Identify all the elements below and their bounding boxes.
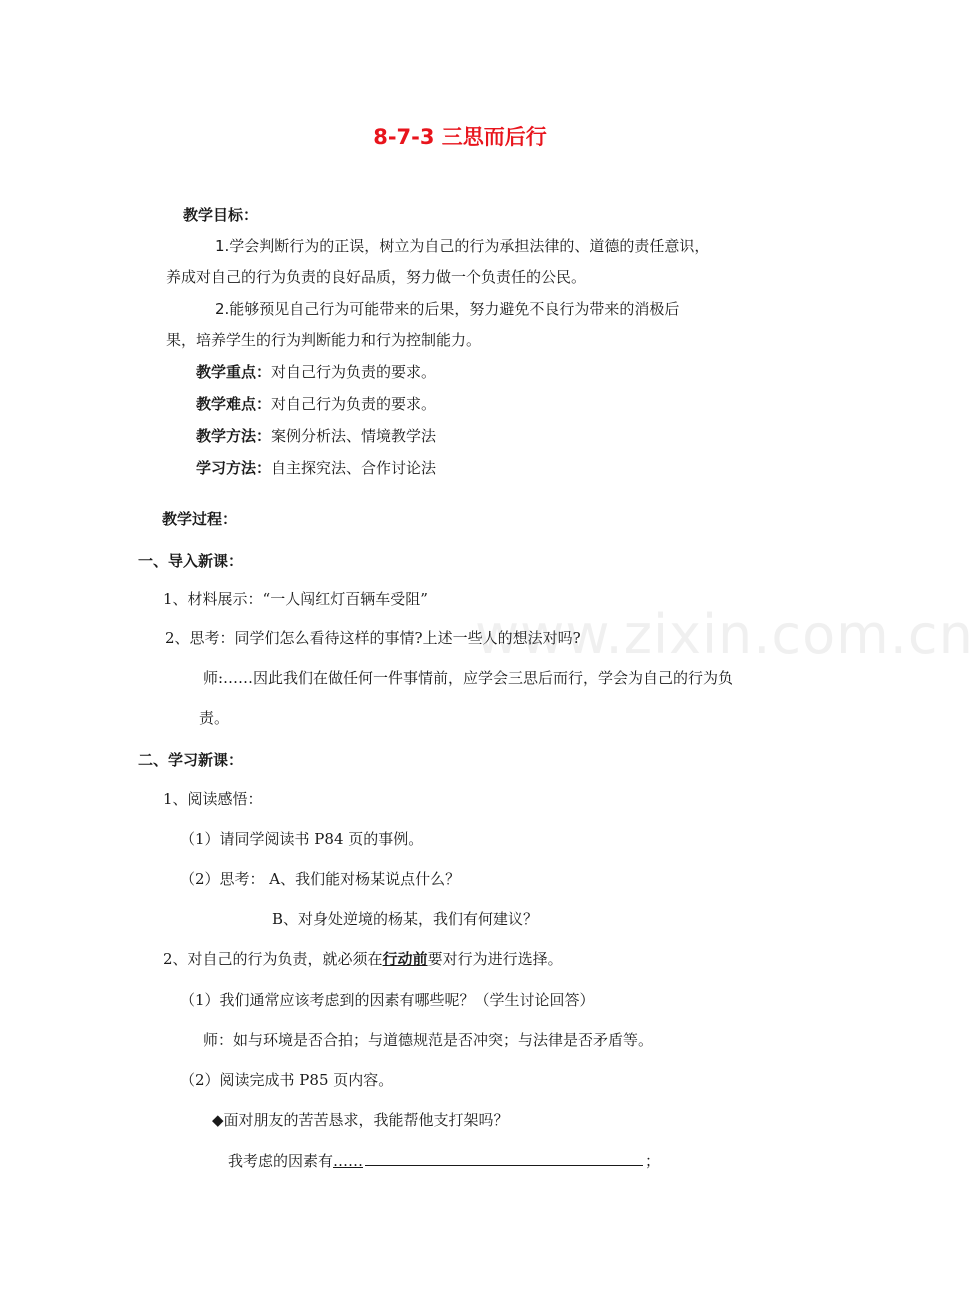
question-2: （2）阅读完成书 P85 页内容。 bbox=[180, 1071, 394, 1089]
section-2-heading: 二、学习新课： bbox=[138, 751, 244, 769]
learning-method bbox=[196, 458, 436, 478]
item-2-pre: 2、对自己的行为负责，就必须在 bbox=[163, 950, 383, 968]
question-1-teacher: 师：如与环境是否合拍；与道德规范是否冲突；与法律是否矛盾等。 bbox=[203, 1031, 654, 1049]
key-points-label: 教学重点： bbox=[196, 363, 272, 381]
factors-label: 我考虑的因素有 bbox=[228, 1152, 334, 1170]
process-heading: 教学过程： bbox=[162, 510, 238, 528]
question-1: （1）我们通常应该考虑到的因素有哪些呢？（学生讨论回答） bbox=[180, 991, 595, 1009]
section-2-sub-1: （1）请同学阅读书 P84 页的事例。 bbox=[180, 830, 424, 848]
factors-blank bbox=[365, 1151, 643, 1166]
teaching-method-label: 教学方法： bbox=[196, 427, 272, 445]
section-1-item-2: 2、思考：同学们怎么看待这样的事情?上述一些人的想法对吗? bbox=[165, 629, 581, 647]
difficulties-label: 教学难点： bbox=[196, 395, 272, 413]
section-1-teacher-line-1: 师:……因此我们在做任何一件事情前，应学会三思后而行，学会为自己的行为负 bbox=[203, 669, 734, 687]
objectives-heading: 教学目标： bbox=[183, 206, 259, 224]
learning-method-text: 自主探究法、合作讨论法 bbox=[271, 459, 437, 477]
section-2-sub-2b: B、对身处逆境的杨某，我们有何建议？ bbox=[272, 910, 539, 928]
learning-method-label: 学习方法： bbox=[196, 459, 272, 477]
section-2-item-1: 1、阅读感悟： bbox=[163, 790, 263, 808]
section-1-item-1: 1、材料展示：“一人闯红灯百辆车受阻” bbox=[163, 590, 428, 608]
key-points-text: 对自己行为负责的要求。 bbox=[271, 363, 437, 381]
page-title: 8-7-3 三思而后行 bbox=[373, 125, 547, 149]
objective-2-line-2: 果，培养学生的行为判断能力和行为控制能力。 bbox=[166, 331, 482, 349]
bullet-question: ◆面对朋友的苦苦恳求，我能帮他支打架吗？ bbox=[212, 1111, 509, 1129]
teaching-method-text: 案例分析法、情境教学法 bbox=[271, 427, 437, 445]
factors-end: ； bbox=[645, 1152, 661, 1170]
section-2-item-2 bbox=[163, 949, 563, 969]
section-1-heading: 一、导入新课： bbox=[138, 552, 244, 570]
difficulties-text: 对自己行为负责的要求。 bbox=[271, 395, 437, 413]
key-points bbox=[196, 362, 436, 382]
section-2-sub-2: （2）思考： A、我们能对杨某说点什么？ bbox=[180, 870, 461, 888]
factors-dots: …… bbox=[333, 1152, 364, 1170]
difficulties bbox=[196, 394, 436, 414]
objective-1-line-2: 养成对自己的行为负责的良好品质，努力做一个负责任的公民。 bbox=[166, 268, 587, 286]
factors-line bbox=[228, 1151, 660, 1171]
watermark: www.zixin.com.cn bbox=[475, 603, 974, 666]
objective-2-line-1: 2.能够预见自己行为可能带来的后果，努力避免不良行为带来的消极后 bbox=[215, 300, 680, 318]
objective-1-line-1: 1.学会判断行为的正误，树立为自己的行为承担法律的、道德的责任意识， bbox=[215, 237, 710, 255]
item-2-emphasis: 行动前 bbox=[382, 950, 428, 968]
item-2-post: 要对行为进行选择。 bbox=[427, 950, 563, 968]
teaching-method bbox=[196, 426, 436, 446]
section-1-teacher-line-2: 责。 bbox=[199, 709, 230, 727]
